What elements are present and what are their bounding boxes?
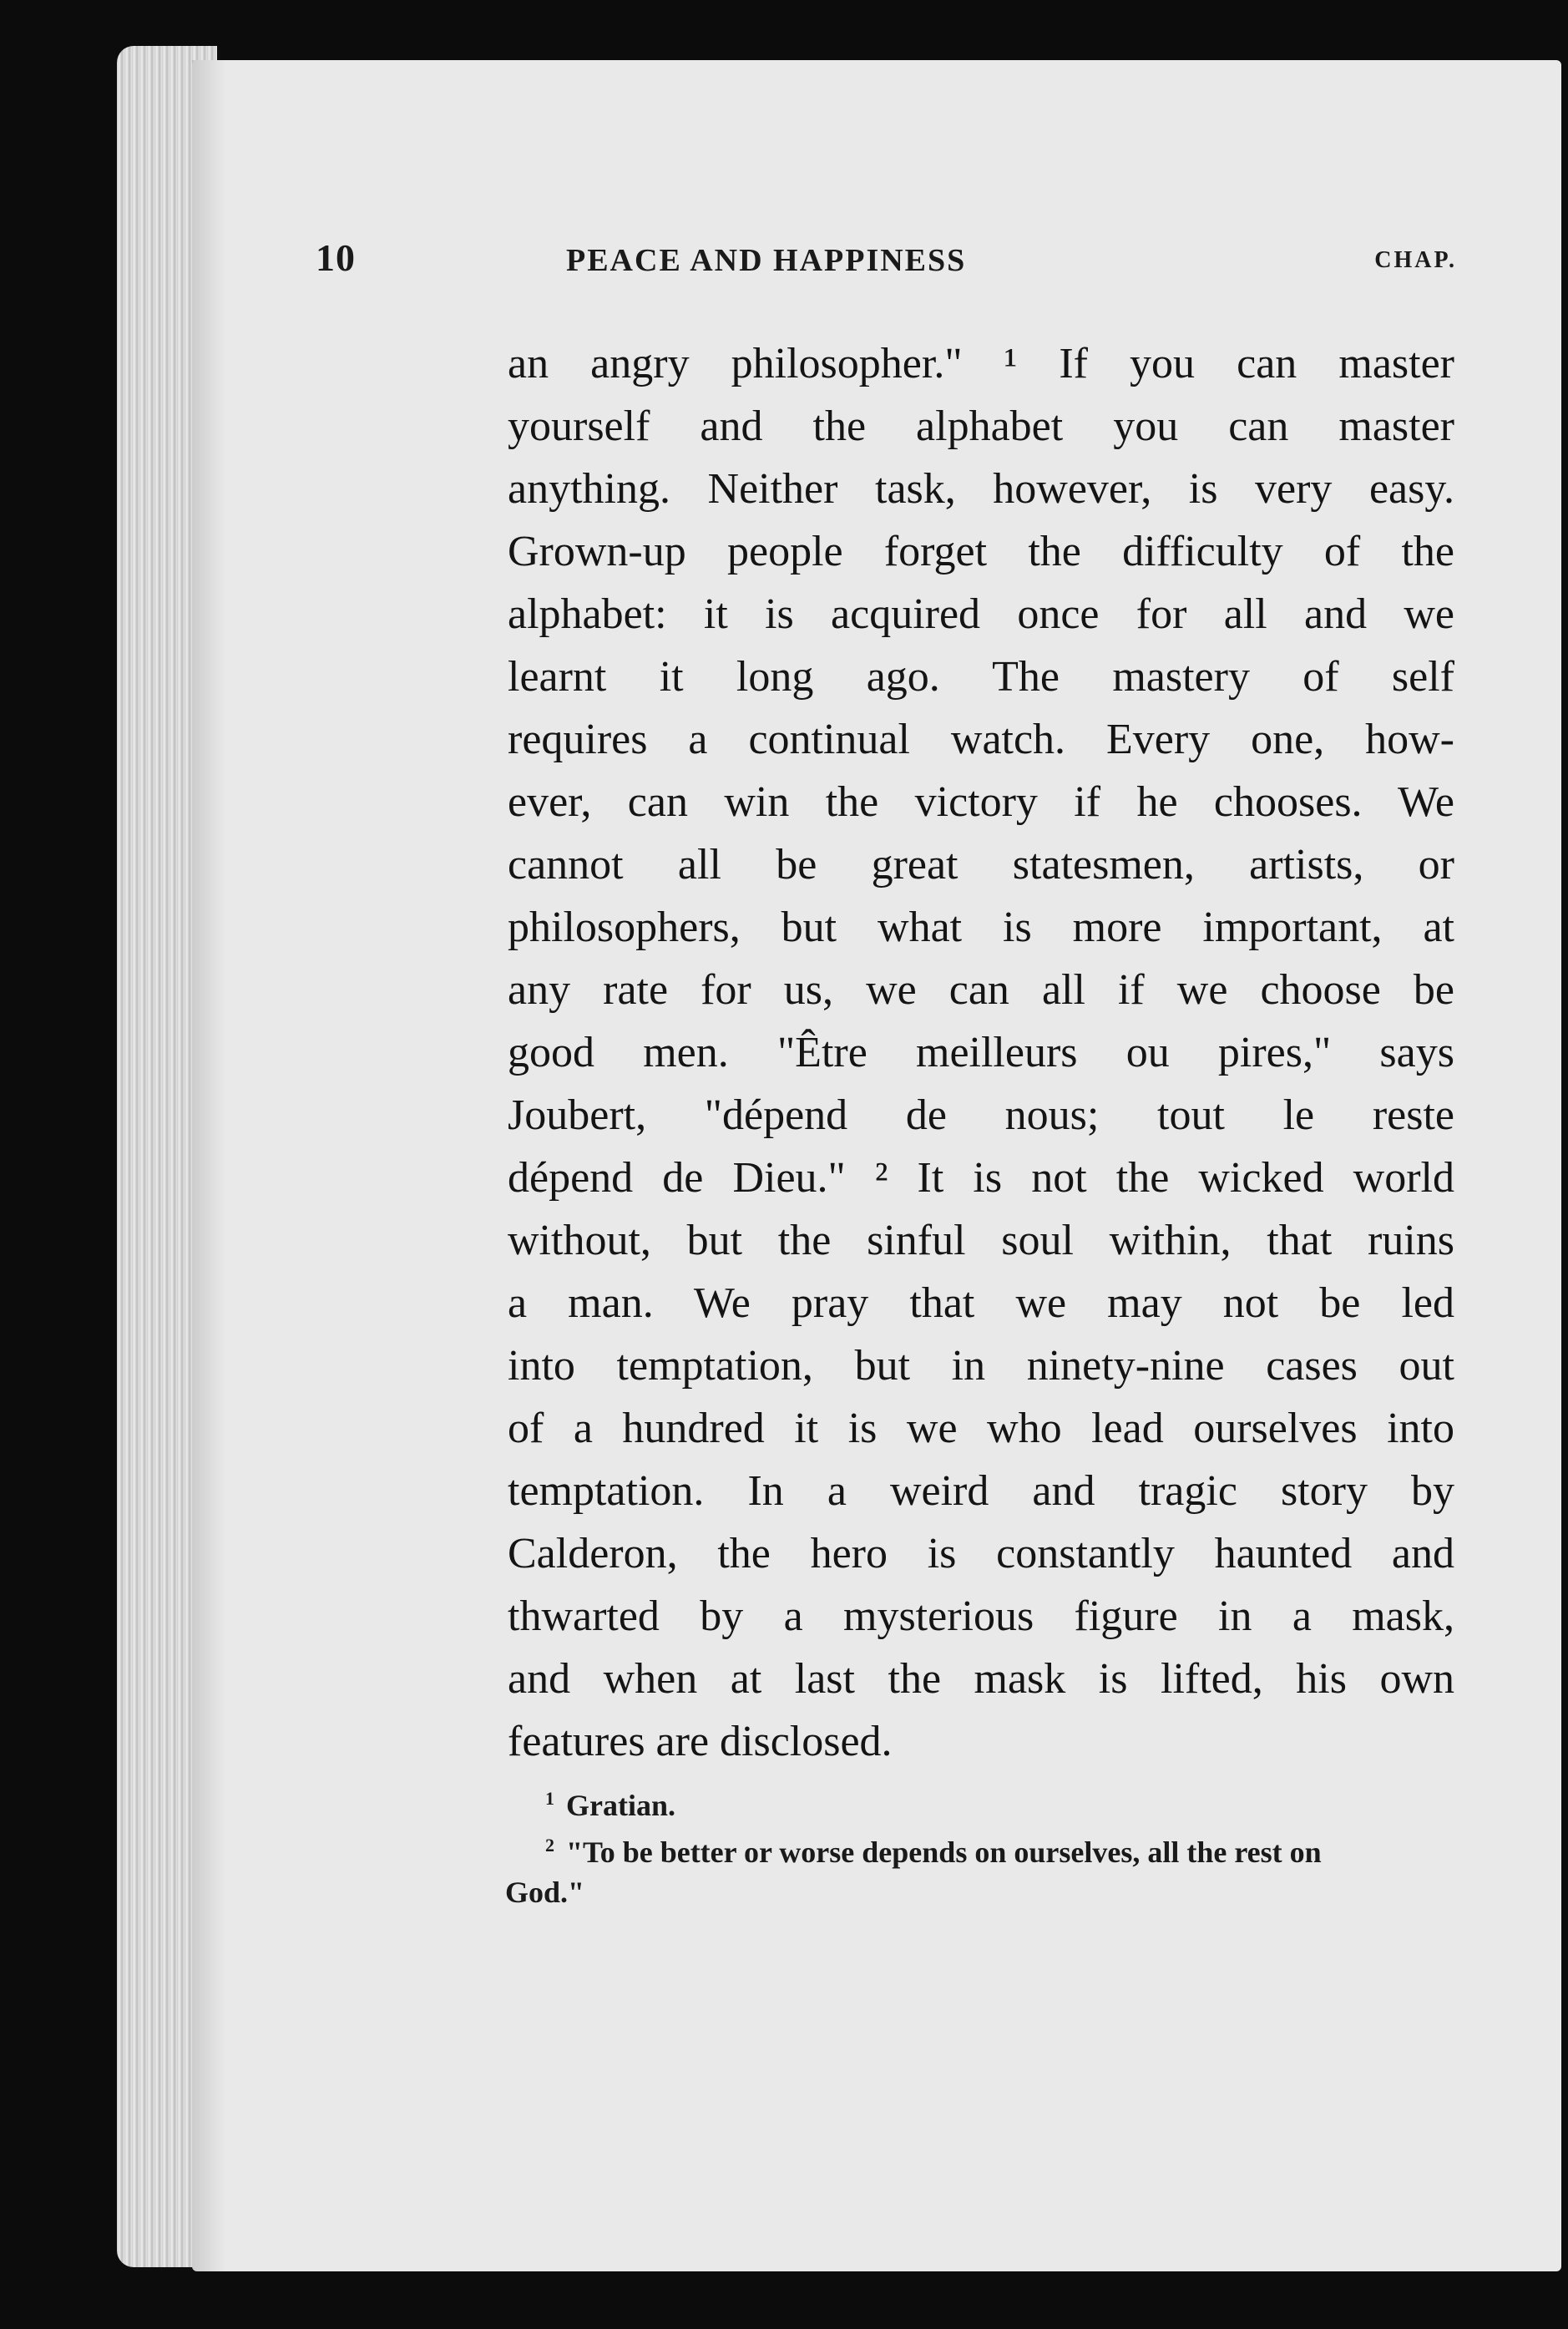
text-line: features are disclosed. (508, 1718, 893, 1765)
text-line: without, but the sinful soul within, that ruins (508, 1217, 1454, 1264)
text-line: ever, can win the victory if he chooses. We (508, 778, 1454, 826)
text-line: philosophers, but what is more important, at (508, 904, 1454, 951)
text-line: into temptation, but in ninety-nine cases out (508, 1342, 1454, 1390)
text-line: Calderon, the hero is constantly haunted and (508, 1530, 1454, 1577)
footnotes (505, 1779, 1454, 1912)
footnote-2-continuation: God." (505, 1876, 585, 1909)
text-line: cannot all be great statesmen, artists, or (508, 841, 1454, 889)
page-number: 10 (316, 236, 356, 279)
footnote-1 (505, 1779, 1454, 1825)
footnote-marker: 1 (545, 1788, 554, 1809)
body-text (508, 332, 1454, 1773)
text-line: learnt it long ago. The mastery of self (508, 653, 1454, 701)
text-line: of a hundred it is we who lead ourselves into (508, 1405, 1454, 1452)
footnote-text: Gratian. (566, 1789, 675, 1822)
footnote-text: "To be better or worse depends on ourselves, all the rest on (566, 1835, 1322, 1869)
text-line: an angry philosopher." ¹ If you can master (508, 340, 1454, 387)
text-line: anything. Neither task, however, is very easy. (508, 465, 1454, 513)
text-line: a man. We pray that we may not be led (508, 1279, 1454, 1327)
text-line: temptation. In a weird and tragic story by (508, 1467, 1454, 1515)
running-title: PEACE AND HAPPINESS (566, 243, 967, 278)
footnote-marker: 2 (545, 1835, 554, 1856)
chapter-mark: CHAP. (1374, 247, 1457, 273)
text-line: Joubert, "dépend de nous; tout le reste (508, 1091, 1454, 1139)
text-line: good men. "Être meilleurs ou pires," says (508, 1029, 1454, 1076)
footnote-2 (505, 1825, 1454, 1872)
text-line: thwarted by a mysterious figure in a mask, (508, 1592, 1454, 1640)
text-line: requires a continual watch. Every one, how- (508, 716, 1454, 763)
text-line: alphabet: it is acquired once for all and we (508, 590, 1454, 638)
text-line: and when at last the mask is lifted, his own (508, 1655, 1454, 1703)
text-line: dépend de Dieu." ² It is not the wicked world (508, 1154, 1454, 1202)
text-line: Grown-up people forget the difficulty of the (508, 528, 1454, 575)
running-head (316, 235, 1457, 286)
page-gutter-shadow (192, 60, 225, 2271)
text-line: yourself and the alphabet you can master (508, 403, 1454, 450)
text-line: any rate for us, we can all if we choose be (508, 966, 1454, 1014)
